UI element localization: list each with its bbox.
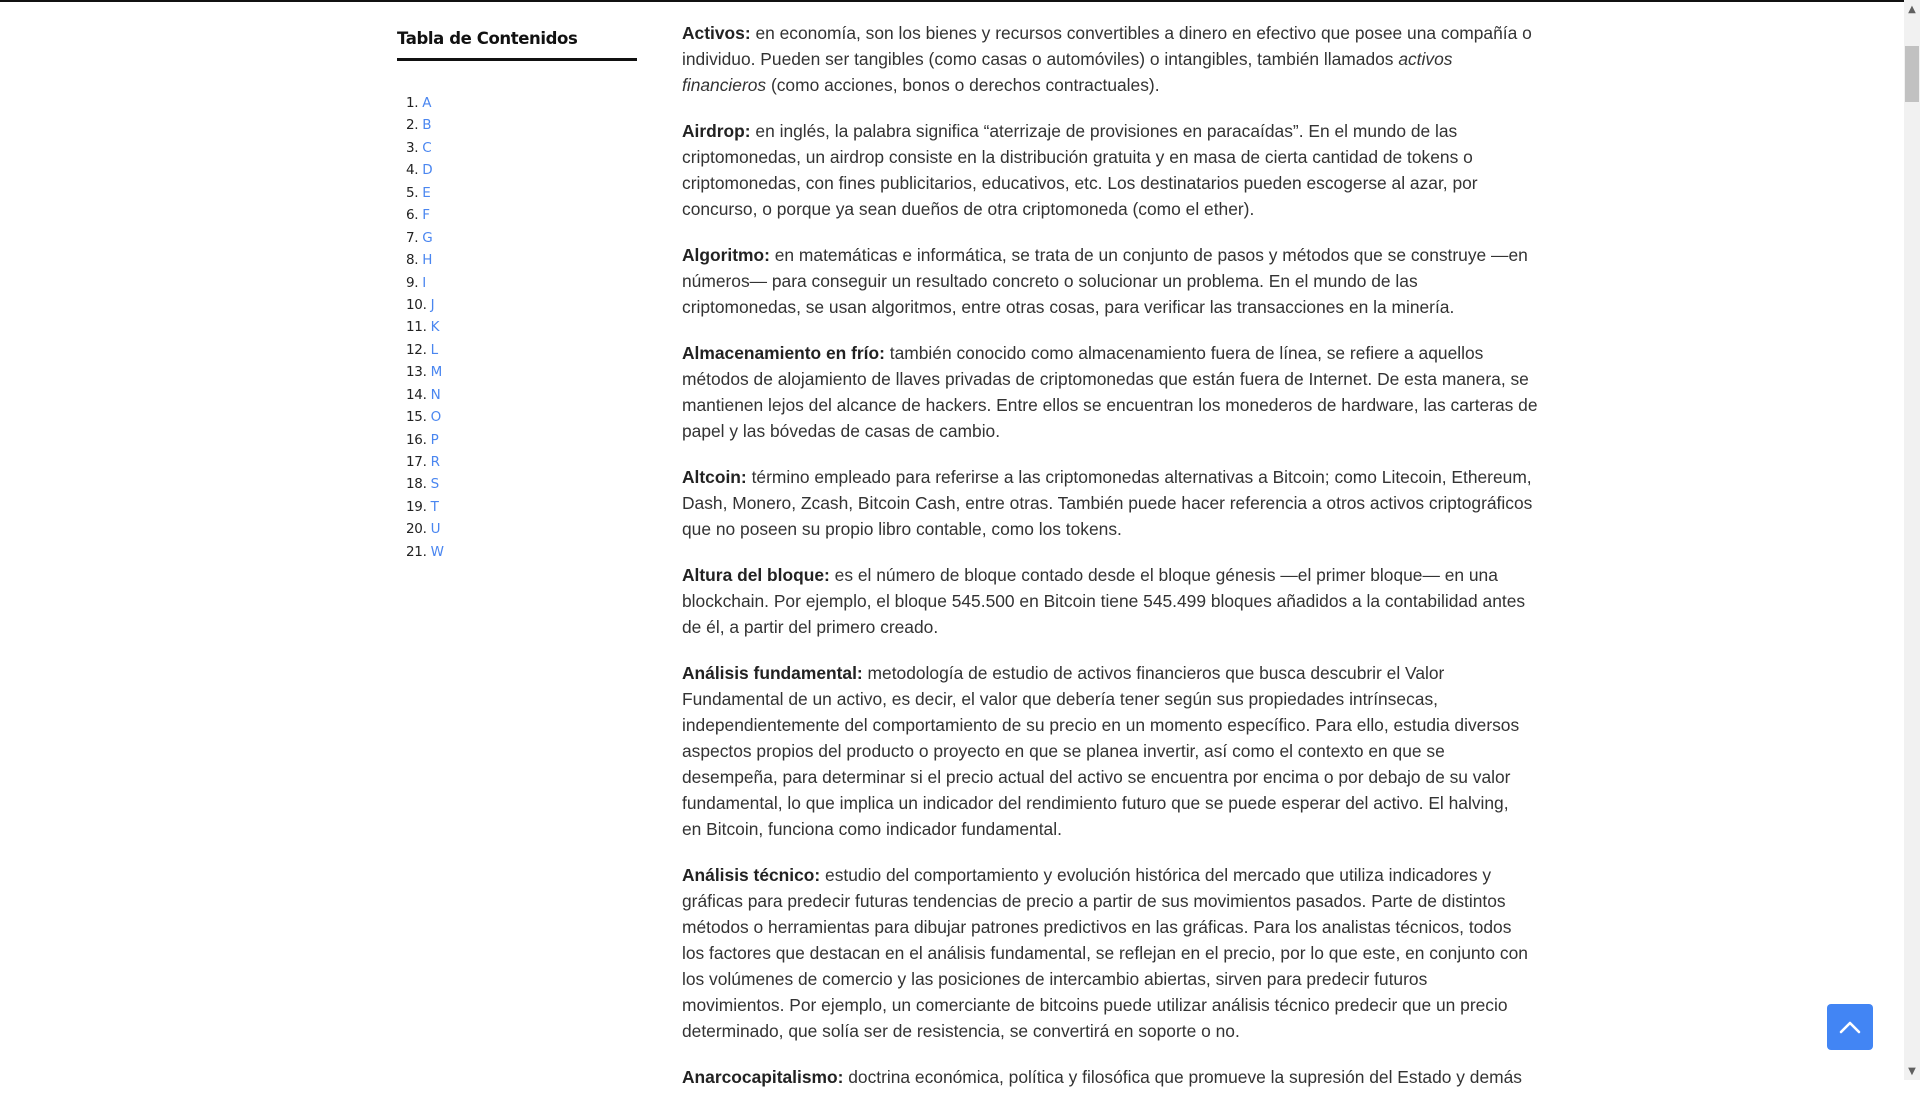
entry-text: que no poseen su propio libro contable, como los tokens. (682, 519, 1122, 539)
toc-link-b[interactable]: B (422, 117, 432, 134)
toc-link-m[interactable]: M (430, 364, 442, 381)
toc-item (406, 496, 444, 518)
toc-item-number: 11. (406, 319, 427, 336)
entry-text: criptomonedas, un airdrop consiste en la distribución gratuita y en masa de cierta cantidad de tokens o (682, 147, 1473, 167)
entry-line (682, 862, 1512, 888)
toc-item-number: 6. (406, 207, 419, 224)
entry-text: de él, a partir del primero creado. (682, 617, 939, 637)
entry-text: en inglés, la palabra significa “aterrizaje de provisiones en paracaídas”. En el mundo de las (750, 121, 1458, 141)
entry-emphasis: financieros (682, 75, 767, 95)
toc-link-n[interactable]: N (430, 386, 441, 403)
toc-link-g[interactable]: G (422, 229, 433, 246)
entry-line (682, 940, 1528, 966)
toc-item-number: 8. (406, 252, 419, 269)
toc-link-p[interactable]: P (430, 431, 439, 448)
toc-item-number: 17. (406, 454, 427, 470)
toc-link-u[interactable]: U (430, 521, 441, 538)
toc-item (406, 294, 444, 316)
entry-text: concurso, o porque ya sean dueños de otra criptomoneda (como el ether). (682, 199, 1255, 219)
entry-term: Algoritmo: (682, 245, 770, 265)
entry-text: (como acciones, bonos o derechos contractuales). (766, 75, 1160, 95)
entry-line (682, 268, 1512, 294)
entry-text: movimientos. Por ejemplo, un comerciante de bitcoins puede utilizar análisis técnico predecir que un precio (682, 995, 1508, 1015)
toc-link-h[interactable]: H (422, 252, 433, 269)
entry-text: metodología de estudio de activos financieros que busca descubrir el Valor (862, 663, 1445, 683)
entry-text: blockchain. Por ejemplo, el bloque 545.500 en Bitcoin tiene 545.499 bloques añadidos a la contabilidad antes (682, 591, 1526, 611)
glossary-entry (682, 660, 1520, 842)
toc-item (406, 182, 444, 204)
toc-item-number: 13. (406, 364, 427, 381)
glossary-content (682, 20, 1538, 1110)
toc-item (406, 316, 444, 338)
toc-link-a[interactable]: A (422, 95, 432, 111)
entry-text: estudio del comportamiento y evolución histórica del mercado que utiliza indicadores y (820, 865, 1492, 885)
entry-text: números— para conseguir un resultado concreto o solucionar un problema. En el mundo de las (682, 271, 1418, 291)
entry-text: criptomonedas, se usan algoritmos, entre otras cosas, para verificar las transacciones en la minería. (682, 297, 1455, 317)
toc-item (406, 249, 444, 271)
entry-text: aspectos propios del producto o proyecto en que se planea invertir, así como el contexto en que se (682, 741, 1445, 761)
entry-term: Almacenamiento en frío: (682, 343, 885, 363)
glossary-entry (682, 562, 1526, 640)
entry-term: Activos: (682, 23, 751, 43)
toc-link-w[interactable]: W (430, 543, 444, 560)
toc-item (406, 137, 444, 159)
toc-link-k[interactable]: K (430, 319, 440, 336)
toc-item (406, 473, 444, 495)
entry-line (682, 144, 1512, 170)
toc-item (406, 339, 444, 361)
entry-line (682, 516, 1512, 542)
entry-term: Airdrop: (682, 121, 751, 141)
entry-line (682, 992, 1512, 1018)
toc-item (406, 114, 444, 136)
entry-term: Altcoin: (682, 467, 747, 487)
toc-item-number: 1. (406, 95, 419, 111)
entry-text: los volúmenes de comercio y las posiciones de intercambio abiertas, sirven para predecir futuros (682, 969, 1428, 989)
toc-item-number: 9. (406, 274, 419, 291)
entry-text: Dash, Monero, Zcash, Bitcoin Cash, entre otras. También puede hacer referencia a otros activos criptográficos (682, 493, 1533, 513)
toc-divider (397, 58, 637, 61)
glossary-entry (682, 862, 1528, 1044)
entry-term: Análisis técnico: (682, 865, 821, 885)
toc-item-number: 12. (406, 341, 427, 358)
chevron-up-icon (1839, 1020, 1861, 1034)
toc-link-t[interactable]: T (430, 498, 439, 515)
toc-item (406, 518, 444, 540)
entry-text: mantienen lejos del alcance de hackers. Entre ellos se encuentran los monederos de hardware, las carteras de (682, 395, 1538, 415)
toc-link-r[interactable]: R (430, 454, 440, 470)
entry-text: fundamental, lo que implica un indicador del rendimiento futuro que se puede esperar del activo. El halving, (682, 793, 1509, 813)
entry-text: los factores que destacan en el análisis fundamental, se reflejan en el precio, por lo que este, en conjunto con (682, 943, 1528, 963)
table-of-contents (397, 24, 637, 560)
entry-line (682, 392, 1538, 418)
toc-item (406, 92, 444, 114)
entry-text: también conocido como almacenamiento fuera de línea, se refiere a aquellos (884, 343, 1484, 363)
entry-line (682, 816, 1512, 842)
toc-item (406, 384, 444, 406)
toc-item (406, 227, 444, 249)
toc-item-number: 21. (406, 543, 427, 560)
toc-item-number: 20. (406, 521, 427, 538)
entry-line (682, 888, 1512, 914)
toc-item (406, 159, 444, 181)
entry-line (682, 242, 1528, 268)
entry-line (682, 196, 1512, 222)
entry-line (682, 790, 1512, 816)
toc-item (406, 272, 444, 294)
toc-link-j[interactable]: J (430, 296, 435, 313)
toc-item-number: 16. (406, 431, 427, 448)
entry-text: Fundamental de un activo, es decir, el valor que debería tener según sus propiedades intrínsecas, (682, 689, 1438, 709)
toc-title: Tabla de Contenidos (397, 29, 578, 48)
toc-item-number: 14. (406, 386, 427, 403)
toc-link-s[interactable]: S (430, 476, 439, 493)
entry-line (682, 20, 1532, 46)
entry-line (682, 764, 1512, 790)
toc-link-f[interactable]: F (422, 207, 430, 224)
toc-item-number: 10. (406, 296, 427, 313)
entry-text: en economía, son los bienes y recursos convertibles a dinero en efectivo que posee una compañía o (750, 23, 1532, 43)
entry-text: independientemente del comportamiento de su precio en un momento específico. Para ello, estudia diversos (682, 715, 1520, 735)
toc-list (406, 92, 444, 563)
entry-line (682, 464, 1532, 490)
entry-line (682, 118, 1512, 144)
glossary-entry (682, 340, 1538, 444)
entry-line (682, 72, 1512, 98)
toc-item-number: 7. (406, 229, 419, 246)
toc-link-i[interactable]: I (422, 274, 426, 291)
entry-line (682, 294, 1512, 320)
entry-line (682, 614, 1512, 640)
toc-link-l[interactable]: L (430, 341, 438, 358)
toc-item (406, 541, 444, 563)
entry-line (682, 588, 1526, 614)
entry-text: en Bitcoin, funciona como indicador fundamental. (682, 819, 1062, 839)
entry-text: individuo. Pueden ser tangibles (como casas o automóviles) o intangibles, también llamados (682, 49, 1399, 69)
entry-term: Anarcocapitalismo: (682, 1067, 844, 1087)
entry-text: métodos o herramientas para dibujar patrones predictivos en las gráficas. Para los analistas técnicos, todos (682, 917, 1512, 937)
toc-link-d[interactable]: D (422, 162, 433, 179)
entry-text: desempeña, para determinar si el precio actual del activo se encuentra por encima o por debajo de su valor (682, 767, 1511, 787)
scrollbar[interactable] (1904, 0, 1920, 1080)
glossary-entry (682, 464, 1533, 542)
entry-line (682, 562, 1512, 588)
entry-line (682, 46, 1512, 72)
toc-item (406, 451, 444, 473)
toc-item-number: 2. (406, 117, 419, 134)
entry-line (682, 1018, 1512, 1044)
entry-line (682, 738, 1512, 764)
entry-line (682, 1064, 1522, 1090)
entry-text: criptomonedas, con fines publicitarios, educativos, etc. Los destinatarios pueden escogerse al azar, por (682, 173, 1478, 193)
toc-item (406, 361, 444, 383)
entry-text: métodos de alojamiento de llaves privadas de criptomonedas que están fuera de Internet. De esta manera, se (682, 369, 1529, 389)
entry-text: gráficas para predecir futuras tendencias de precio a partir de sus movimientos pasados. Parte de distintos (682, 891, 1506, 911)
toc-link-o[interactable]: O (430, 409, 441, 426)
toc-item-number: 5. (406, 184, 419, 201)
entry-line (682, 686, 1512, 712)
scroll-up-arrow-icon[interactable]: ▲ (1908, 4, 1916, 15)
entry-line (682, 712, 1520, 738)
toc-item-number: 4. (406, 162, 419, 179)
toc-link-e[interactable]: E (422, 184, 431, 201)
toc-item (406, 406, 444, 428)
entry-term: Altura del bloque: (682, 565, 830, 585)
entry-term: Análisis fundamental: (682, 663, 863, 683)
entry-line (682, 418, 1512, 444)
toc-item-number: 19. (406, 498, 427, 515)
entry-text: en matemáticas e informática, se trata de un conjunto de pasos y métodos que se construye —en (769, 245, 1528, 265)
scrollbar-thumb[interactable] (1905, 46, 1919, 102)
entry-line (682, 170, 1512, 196)
toc-link-c[interactable]: C (422, 139, 432, 156)
entry-text: es el número de bloque contado desde el bloque génesis —el primer bloque— en una (829, 565, 1498, 585)
back-to-top-button[interactable] (1827, 1004, 1873, 1050)
toc-item-number: 18. (406, 476, 427, 493)
entry-emphasis: activos (1398, 49, 1453, 69)
entry-text: término empleado para referirse a las criptomonedas alternativas a Bitcoin; como Litecoin, Ethereum, (746, 467, 1532, 487)
toc-item (406, 204, 444, 226)
top-border (0, 0, 1904, 2)
entry-line (682, 490, 1533, 516)
entry-line (682, 340, 1512, 366)
glossary-entry (682, 118, 1512, 222)
entry-line (682, 966, 1512, 992)
glossary-entry (682, 20, 1532, 98)
toc-item-number: 3. (406, 139, 419, 156)
entry-line (682, 660, 1512, 686)
glossary-entry (682, 242, 1528, 320)
entry-line (682, 366, 1529, 392)
entry-line (682, 914, 1512, 940)
entry-text: doctrina económica, política y filosófica que promueve la supresión del Estado y demás (843, 1067, 1522, 1087)
entry-text: determinado, que solía ser de resistencia, se convertirá en soporte o no. (682, 1021, 1240, 1041)
entry-text: papel y las bóvedas de casas de cambio. (682, 421, 1001, 441)
toc-item (406, 429, 444, 451)
glossary-entry (682, 1064, 1522, 1090)
toc-item-number: 15. (406, 409, 427, 426)
scroll-down-arrow-icon[interactable]: ▼ (1908, 1066, 1916, 1077)
